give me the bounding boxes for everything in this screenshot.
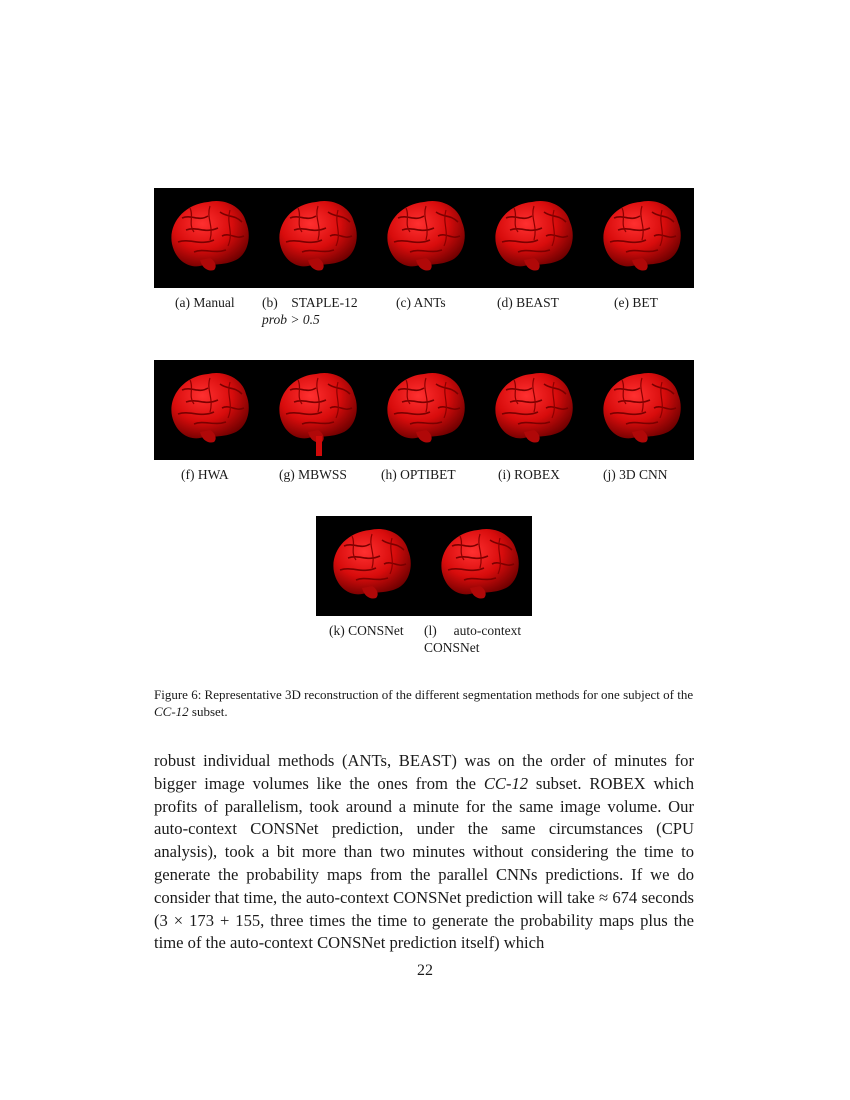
subfig-label-b: (b) STAPLE-12	[262, 295, 358, 310]
brain-render-a	[164, 196, 254, 280]
subfig-label-c: (c) ANTs	[396, 295, 446, 310]
brain-render-e	[596, 196, 686, 280]
body-paragraph	[154, 750, 694, 955]
figure-caption-text: Figure 6: Representative 3D reconstruction of the different segmentation methods for one subject of the	[154, 687, 694, 702]
subfig-label-i: (i) ROBEX	[498, 467, 560, 482]
subfig-label-e: (e) BET	[614, 295, 658, 310]
figure-caption-suffix: subset.	[188, 704, 228, 719]
subfig-label-b-line2: prob > 0.5	[262, 312, 320, 327]
brain-render-c	[380, 196, 470, 280]
body-text-part-1: robust individual methods (ANTs, BEAST) was on the order of minutes for bigger image volumes like the ones from the	[154, 751, 694, 793]
brain-render-i	[488, 368, 578, 452]
subfig-label-h: (h) OPTIBET	[381, 467, 456, 482]
subfig-label-l: (l) auto-context	[424, 623, 522, 638]
figure-caption	[154, 686, 696, 720]
subfig-label-k: (k) CONSNet	[329, 623, 404, 638]
subfig-label-j: (j) 3D CNN	[603, 467, 668, 482]
figure-caption-dataset: CC-12	[154, 704, 189, 719]
brain-render-k	[326, 524, 416, 608]
subfig-label-f: (f) HWA	[181, 467, 229, 482]
subfig-label-l-line2: CONSNet	[424, 640, 480, 655]
body-text-part-2: subset. ROBEX which profits of parallelism, took around a minute for the same image volume. Our auto-context CONSNet prediction, under the same circumstances (CPU analysis), took a bit more than two minutes without considering the time to generate the probability maps from the parallel CNNs predictions. If we do consider that time, the auto-context CONSNet prediction will take ≈ 674 seconds (3 × 173 + 155, three times the time to generate the probability maps plus the time of the auto-context CONSNet prediction itself) which	[154, 773, 694, 953]
brain-render-g	[272, 368, 362, 458]
brain-render-d	[488, 196, 578, 280]
body-text-dataset: CC-12	[483, 773, 529, 793]
brain-render-l	[434, 524, 524, 608]
subfig-label-a: (a) Manual	[175, 295, 235, 310]
brain-render-f	[164, 368, 254, 452]
subfig-label-g: (g) MBWSS	[279, 467, 347, 482]
brain-render-h	[380, 368, 470, 452]
page-number: 22	[417, 962, 433, 979]
brain-render-b	[272, 196, 362, 280]
subfig-label-d: (d) BEAST	[497, 295, 559, 310]
brain-render-j	[596, 368, 686, 452]
